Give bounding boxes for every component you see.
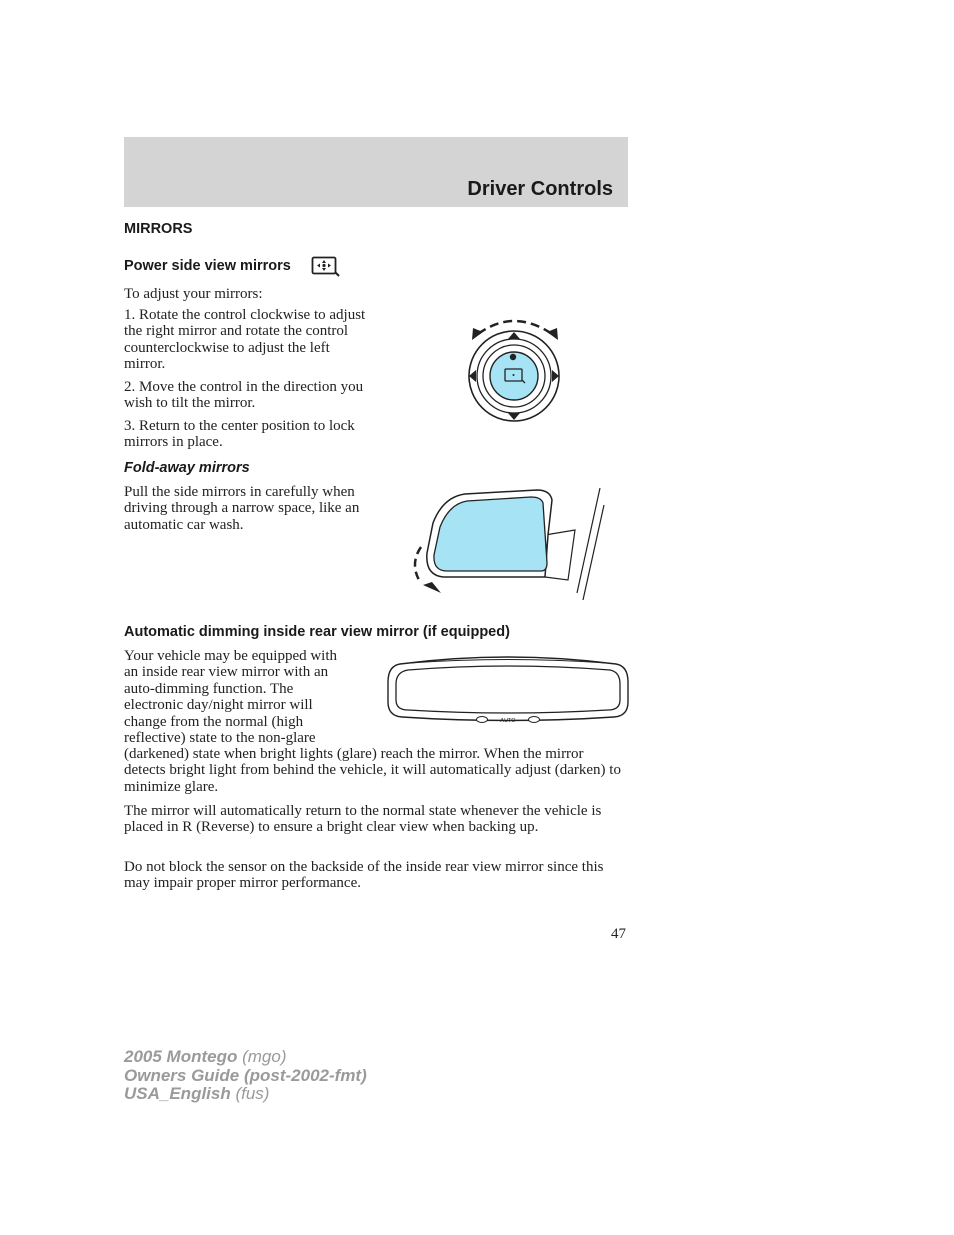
footer-language-code: (fus)	[230, 1084, 270, 1103]
power-mirrors-step-3: 3. Return to the center position to lock mirrors in place.	[124, 418, 355, 451]
power-mirrors-step-2: 2. Move the control in the direction you wish to tilt the mirror.	[124, 379, 364, 412]
power-mirrors-heading: Power side view mirrors	[124, 258, 291, 274]
power-mirrors-step-1: 1. Rotate the control clockwise to adjust the right mirror and rotate the control counterclockwise to adjust the left mirror.	[124, 307, 366, 373]
footer-guide: Owners Guide (post-2002-fmt)	[124, 1065, 367, 1085]
auto-dimming-heading: Automatic dimming inside rear view mirror (if equipped)	[124, 624, 510, 640]
auto-dimming-para3: Do not block the sensor on the backside of the inside rear view mirror since this may impair proper mirror performance.	[124, 859, 604, 892]
fold-away-text: Pull the side mirrors in carefully when driving through a narrow space, like an automatic car wash.	[124, 484, 360, 533]
text-line: an inside rear view mirror with an	[124, 664, 329, 681]
footer-line-2	[124, 1067, 367, 1086]
footer	[124, 1048, 367, 1104]
text-line: auto-dimming function. The	[124, 680, 294, 697]
text-line: reflective) state to the non-glare	[124, 730, 316, 747]
footer-language: USA_English	[124, 1084, 231, 1103]
text-line: electronic day/night mirror will	[124, 697, 313, 714]
auto-dimming-para1-rest: (darkened) state when bright lights (glare) reach the mirror. When the mirror detects bright light from behind the vehicle, it will automatically adjust (darken) to minimize glare.	[124, 746, 621, 795]
auto-dimming-para2: The mirror will automatically return to the normal state whenever the vehicle is placed in R (Reverse) to ensure a bright clear view when backing up.	[124, 803, 602, 836]
mirror-control-icon	[311, 256, 341, 278]
page-number: 47	[611, 926, 626, 942]
mirror-control-knob-illustration	[460, 310, 570, 428]
page-title: Driver Controls	[467, 178, 613, 200]
mirror-auto-label: AUTO	[500, 718, 516, 724]
footer-line-3	[124, 1085, 367, 1104]
footer-line-1	[124, 1048, 367, 1067]
footer-model: 2005 Montego	[124, 1047, 238, 1066]
text-line: Your vehicle may be equipped with	[124, 648, 338, 664]
side-mirror-illustration	[405, 485, 605, 605]
text-line: change from the normal (high	[124, 713, 304, 730]
header-band	[124, 137, 628, 207]
auto-dimming-para1-intro	[124, 648, 384, 746]
footer-model-code: (mgo)	[237, 1047, 287, 1066]
power-mirrors-intro: To adjust your mirrors:	[124, 286, 263, 302]
rear-view-mirror-illustration	[386, 652, 630, 732]
section-title: MIRRORS	[124, 221, 193, 237]
fold-away-heading: Fold-away mirrors	[124, 460, 250, 476]
